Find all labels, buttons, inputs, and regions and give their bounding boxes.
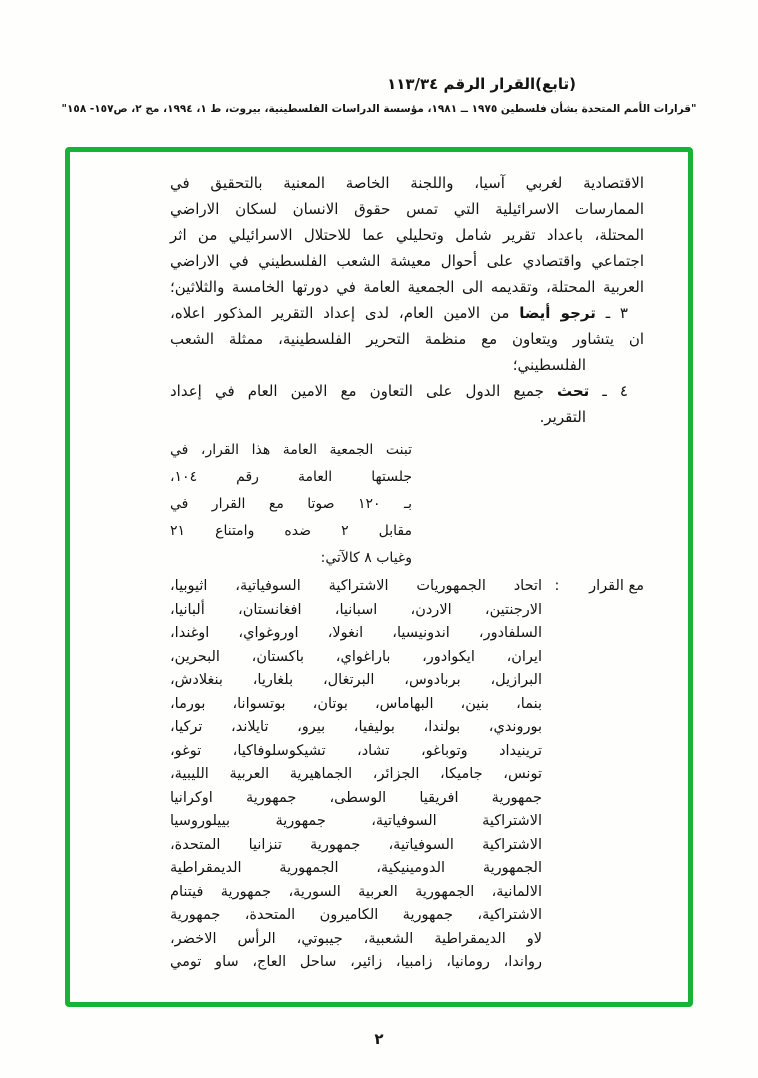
vote-list-line: رواندا، رومانيا، زامبيا، زائير، ساحل العاج، ساو تومي bbox=[170, 954, 542, 970]
vote-list-line: الارجنتين، الاردن، اسبانيا، افغانستان، ألبانيا، bbox=[170, 601, 542, 618]
vote-list-line: الاشتراكية السوفياتية، جمهورية بييلوروسيا bbox=[170, 813, 542, 829]
body-line: اجتماعي واقتصادي على أحوال معيشة الشعب الفلسطيني في الاراضي bbox=[170, 252, 644, 270]
adoption-note bbox=[170, 437, 412, 572]
clause-3-line: ان يتشاور ويتعاون مع منظمة التحرير الفلسطينية، ممثلة الشعب bbox=[170, 330, 644, 348]
clause-3-line: الفلسطيني؛ bbox=[512, 356, 586, 374]
vote-list-line: البرازيل، بربادوس، البرتغال، بلغاريا، بنغلادش، bbox=[170, 672, 542, 688]
adoption-line: مقابل ٢ ضده وامتناع ٢١ bbox=[170, 523, 413, 539]
body-line: المحتلة، باعداد تقرير شامل وتحليلي عما للاحتلال الاسرائيلي من اثر bbox=[170, 226, 644, 244]
vote-list-line: جمهورية افريقيا الوسطى، جمهورية اوكرانيا bbox=[170, 789, 542, 806]
vote-colon: : bbox=[554, 578, 560, 594]
clause-4-line bbox=[170, 378, 644, 404]
clause-4-lead: تحث bbox=[556, 382, 590, 400]
vote-list-line: اتحاد الجمهوريات الاشتراكية السوفياتية، اثيوبيا، bbox=[170, 578, 542, 594]
body-line: الاقتصادية لغربي آسيا، واللجنة الخاصة المعنية بالتحقيق في bbox=[170, 174, 644, 192]
vote-list-line: ترينيداد وتوباغو، تشاد، تشيكوسلوفاكيا، توغو، bbox=[170, 742, 542, 759]
vote-list-line: الاشتراكية، جمهورية الكاميرون المتحدة، جمهورية bbox=[170, 907, 542, 923]
clause-3-text: من الامين العام، لدى إعداد التقرير المذكور اعلاه، bbox=[170, 304, 510, 322]
body-line: العربية المحتلة، وتقديمه الى الجمعية العامة في دورتها الخامسة والثلاثين؛ bbox=[170, 278, 644, 296]
vote-list-line: الاشتراكية السوفياتية، جمهورية تنزانيا المتحدة، bbox=[170, 836, 542, 853]
resolution-title: (تابع)القرار الرقم ١١٣/٣٤ bbox=[387, 75, 576, 93]
vote-list-line: السلفادور، اندونيسيا، انغولا، اوروغواي، اوغندا، bbox=[170, 625, 542, 641]
vote-record bbox=[170, 575, 644, 975]
vote-list-line: الالمانية، الجمهورية العربية السورية، جمهورية فيتنام bbox=[170, 883, 542, 900]
vote-list-line: لاو الديمقراطية الشعبية، جيبوتي، الرأس الاخضر، bbox=[170, 930, 542, 947]
vote-list-line: ايران، ايكوادور، باراغواي، باكستان، البحرين، bbox=[170, 648, 542, 665]
clause-4-text: جميع الدول على التعاون مع الامين العام في إعداد bbox=[170, 382, 544, 400]
vote-country-list bbox=[170, 575, 542, 975]
vote-list-line: الجمهورية الدومينيكية، الجمهورية الديمقراطية bbox=[170, 860, 542, 876]
content-frame bbox=[65, 147, 693, 1007]
body-line: الممارسات الاسرائيلية التي تمس حقوق الانسان لسكان الاراضي bbox=[170, 200, 644, 218]
vote-list-line: بنما، بنين، البهاماس، بوتان، بوتسوانا، بورما، bbox=[170, 695, 542, 712]
source-citation: "قرارات الأمم المتحدة بشأن فلسطين ١٩٧٥ ــ ١٩٨١، مؤسسة الدراسات الفلسطينية، بيروت، ط ١، ١٩٩٤، مج ٢، ص١٥٧- ١٥٨" bbox=[61, 103, 697, 115]
clause-3-number: ٣ ـ bbox=[605, 304, 628, 322]
vote-list-line: بوروندي، بولندا، بوليفيا، بيرو، تايلاند، تركيا، bbox=[170, 719, 542, 735]
clause-4-line: التقرير. bbox=[539, 408, 586, 426]
adoption-line: تبنت الجمعية العامة هذا القرار، في bbox=[170, 442, 412, 458]
adoption-line: بـ ١٢٠ صوتا مع القرار في bbox=[170, 496, 412, 512]
clause-3-line bbox=[170, 300, 644, 326]
vote-list-line: تونس، جاميكا، الجزائر، الجماهيرية العربية الليبية، bbox=[170, 766, 542, 782]
vote-label: مع القرار bbox=[589, 578, 644, 594]
page-number: ٢ bbox=[374, 1030, 384, 1048]
clause-3-lead: ترجو أيضا bbox=[519, 304, 596, 322]
adoption-line: وغياب ٨ كالآتي: bbox=[320, 550, 412, 566]
adoption-line: جلستها العامة رقم ١٠٤، bbox=[170, 469, 412, 485]
clause-4-number: ٤ ـ bbox=[602, 382, 628, 400]
resolution-text bbox=[170, 170, 644, 975]
